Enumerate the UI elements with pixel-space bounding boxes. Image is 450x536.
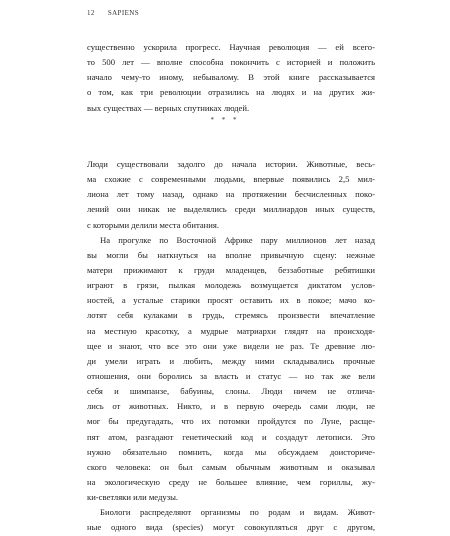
text-line: лиона лет тому назад, однако на протяжении бесчисленных поко-	[87, 189, 375, 200]
text-line: Люди существовали задолго до начала истории. Животные, весь-	[87, 159, 375, 169]
text-line: существенно ускорила прогресс. Научная революция — ей всего-	[87, 42, 375, 52]
text-line: ностей, а усталые старики просят оставить их в покое; мачо ко-	[87, 295, 375, 306]
text-line: ки-светляки или медузы.	[87, 492, 179, 503]
text-line: лись от животных. Никто, и в первую очередь сами люди, не	[87, 401, 375, 412]
text-line: лений они никак не выделялись среди миллиардов иных существ,	[87, 204, 375, 215]
text-line: На прогулке по Восточной Африке пару миллионов лет назад	[100, 234, 375, 245]
book-title: SAPIENS	[107, 9, 140, 17]
text-line: играют в грязи, пылкая молодежь возмущается диктатом услов-	[87, 280, 375, 291]
section-separator: * * *	[210, 116, 240, 124]
text-line: отношения, они боролись за власть и статус — но так же вели	[87, 370, 375, 381]
text-line: то 500 лет — вполне способна покончить с историей и положить	[87, 57, 375, 68]
text-line: ди умели играть и любить, между ними складывались прочные	[87, 355, 375, 366]
intro-paragraph	[87, 40, 375, 116]
text-line: на местную красотку, а мудрые матриархи глядят на происходя-	[87, 325, 375, 336]
text-line: матери прижимают к груди младенцев, беззаботные ребятишки	[87, 264, 375, 275]
text-line: вы могли бы наткнуться на вполне привычную сцену: нежные	[87, 249, 375, 260]
running-head	[87, 9, 139, 17]
text-line: ные одного вида (species) могут совокупляться друг с другом,	[87, 522, 375, 533]
text-line: нужно обязательно помнить, когда мы обсуждаем доисториче-	[87, 446, 375, 457]
text-line: вых существах — верных спутниках людей.	[87, 102, 250, 113]
text-line: о том, как три революции отразились на людях и на других жи-	[87, 87, 375, 98]
page-number: 12	[87, 9, 95, 17]
text-line: Биологи распределяют организмы по родам и видам. Живот-	[100, 507, 375, 518]
text-line: начало чему-то иному, небывалому. В этой книге рассказывается	[87, 72, 375, 83]
text-line: с которыми делили места обитания.	[87, 219, 220, 230]
main-text	[87, 157, 375, 536]
text-line: мог бы предугадать, что их потомки пройдутся по Луне, расще-	[87, 416, 375, 427]
text-line: себя и шимпанзе, бабуины, слоны. Люди ничем не отлича-	[87, 386, 375, 397]
text-line: ма схожие с современными людьми, впервые появились 2,5 мил-	[87, 174, 375, 185]
text-line: лотят себя кулаками в грудь, стремясь произвести впечатление	[87, 310, 375, 321]
text-line: на экологическую среду не большее влияние, чем гориллы, жу-	[87, 476, 375, 487]
text-line: ского человека: он был самым обычным животным и оказывал	[87, 461, 375, 472]
text-line: щее и знают, что все это они уже видели не раз. Те древние лю-	[87, 340, 375, 351]
text-line: пят атом, разгадают генетический код и создадут летописи. Это	[87, 431, 375, 442]
